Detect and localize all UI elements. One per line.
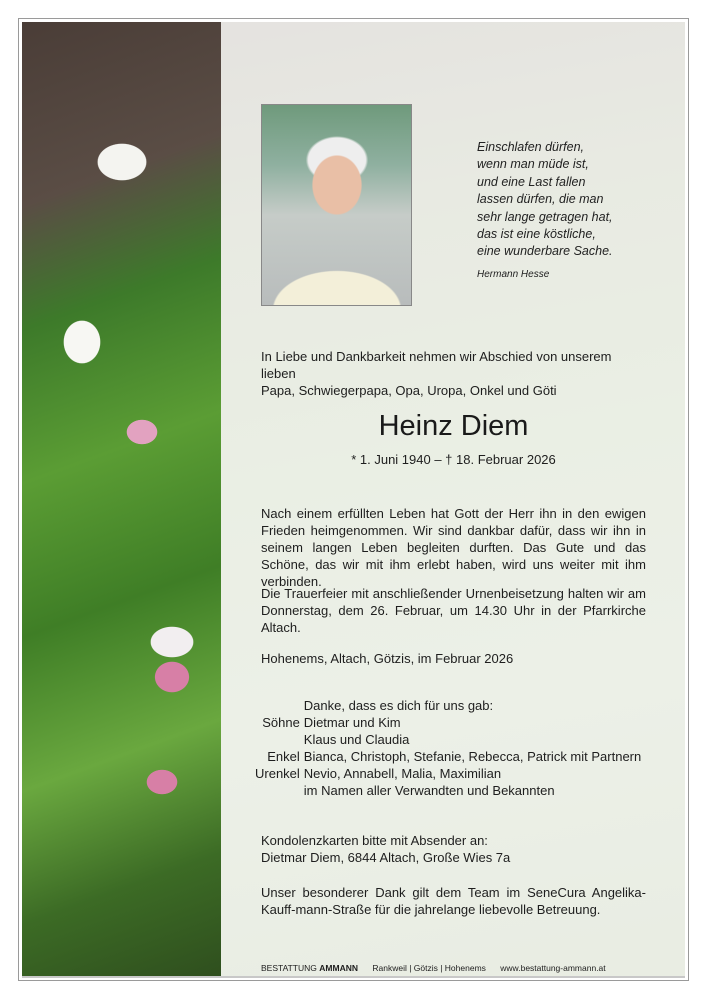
- family-row: [255, 731, 645, 748]
- family-label: [255, 782, 304, 799]
- quote-line: lassen dürfen, die man: [477, 192, 604, 207]
- family-label: Söhne: [262, 715, 300, 730]
- quote-line: und eine Last fallen: [477, 174, 586, 189]
- intro: [261, 348, 646, 399]
- thanks: Unser besonderer Dank gilt dem Team im SeneCura Angelika-Kauff-mann-Straße für die jahrelange liebevolle Betreuung.: [261, 885, 646, 917]
- family-label: Urenkel: [255, 766, 300, 781]
- paragraph-2: Die Trauerfeier mit anschließender Urnenbeisetzung halten wir am Donnerstag, dem 26. Februar, um 14.30 Uhr in der Pfarrkirche Altach.: [261, 586, 646, 635]
- condolence-address: Dietmar Diem, 6844 Altach, Große Wies 7a: [261, 850, 511, 865]
- condolence-line: Kondolenzkarten bitte mit Absender an:: [261, 833, 488, 848]
- locations: Rankweil | Götzis | Hohenems: [372, 963, 486, 973]
- place-date: Hohenems, Altach, Götzis, im Februar 2026: [261, 651, 514, 666]
- quote-line: das ist eine köstliche,: [477, 227, 596, 242]
- portrait-photo: [261, 104, 412, 306]
- quote-line: wenn man müde ist,: [477, 157, 589, 172]
- bottom-rule: [22, 976, 685, 978]
- brand-name: BESTATTUNG: [261, 963, 317, 973]
- intro-line: Papa, Schwiegerpapa, Opa, Uropa, Onkel und Göti: [261, 383, 557, 398]
- condolence: [261, 832, 646, 866]
- family-row: [255, 714, 645, 731]
- life-dates: * 1. Juni 1940 – † 18. Februar 2026: [351, 452, 556, 467]
- deceased-name: Heinz Diem: [378, 410, 529, 442]
- family-row: [255, 765, 645, 782]
- flower-photo-strip: [22, 22, 221, 976]
- website-link[interactable]: www.bestattung-ammann.at: [500, 963, 606, 973]
- quote: [477, 139, 613, 283]
- family-text: Bianca, Christoph, Stefanie, Rebecca, Patrick mit Partnern: [303, 749, 642, 764]
- family-row: [255, 782, 645, 799]
- family-label: [255, 697, 304, 714]
- brand-name-bold: AMMANN: [319, 963, 358, 973]
- family-row: [255, 697, 645, 714]
- family-row: [255, 748, 645, 765]
- paragraph-1: Nach einem erfüllten Leben hat Gott der Herr ihn in den ewigen Frieden heimgenommen. Wir sind dankbar dafür, dass wir ihn in seinem langen Leben begleiten durften. Das Gute und das Schöne, das wir mit ihm erlebt haben, wird uns weiter mit ihm verbinden.: [261, 506, 646, 589]
- family-label: Enkel: [267, 749, 300, 764]
- family-text: im Namen aller Verwandten und Bekannten: [303, 783, 555, 798]
- footer: [261, 963, 606, 973]
- quote-author: Hermann Hesse: [477, 268, 550, 280]
- quote-line: eine wunderbare Sache.: [477, 244, 613, 259]
- family-text: Danke, dass es dich für uns gab:: [303, 698, 494, 713]
- family-list: [255, 697, 645, 799]
- family-text: Klaus und Claudia: [303, 732, 410, 747]
- family-text: Nevio, Annabell, Malia, Maximilian: [303, 766, 502, 781]
- quote-line: Einschlafen dürfen,: [477, 140, 585, 154]
- quote-line: sehr lange getragen hat,: [477, 209, 613, 224]
- family-label: [255, 731, 304, 748]
- family-text: Dietmar und Kim: [303, 715, 401, 730]
- intro-line: In Liebe und Dankbarkeit nehmen wir Abschied von unserem lieben: [261, 349, 612, 381]
